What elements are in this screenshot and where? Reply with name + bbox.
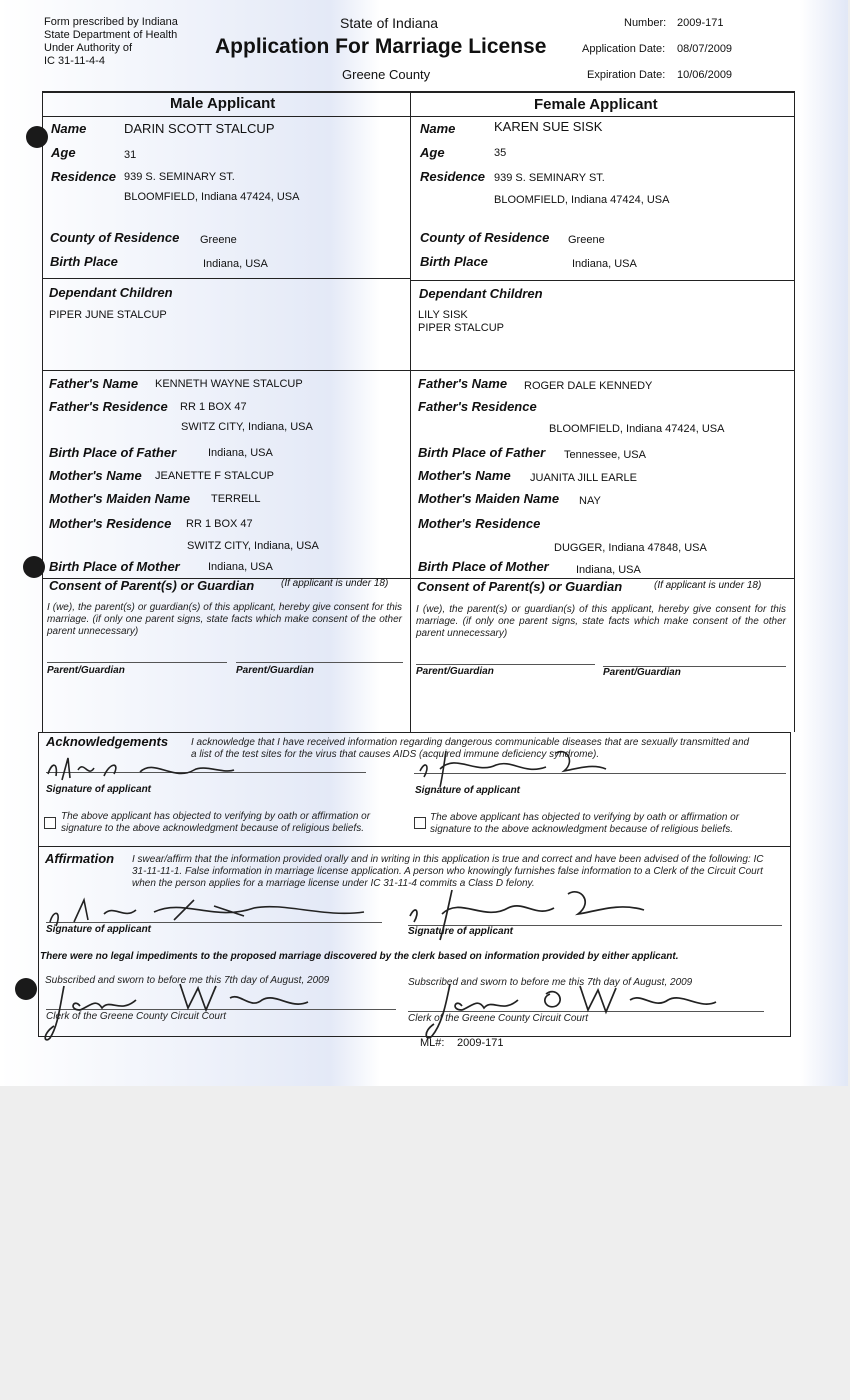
affirmation-text: I swear/affirm that the information provided orally and in writing in this application is true and correct and have been advised of the following: IC 31-11-11-1. False information in marriage license application. A person who knowingly furnishes false information to a Clerk of the Circuit Court when the person applies for a marriage license under IC 31-11-4 commits a Class D felony. <box>132 854 764 889</box>
clerk-label-left: Clerk of the Greene County Circuit Court <box>46 1011 227 1022</box>
frame-left <box>42 91 43 732</box>
parent-guardian-label: Parent/Guardian <box>236 665 314 676</box>
prescribed-line: Under Authority of <box>44 42 133 54</box>
parent-guardian-label: Parent/Guardian <box>47 665 125 676</box>
male-mother-residence-line1: RR 1 BOX 47 <box>186 518 253 530</box>
prescribed-line: IC 31-11-4-4 <box>44 55 105 67</box>
female-objection-text: The above applicant has objected to verifying by oath or affirmation or signature to the above acknowledgment because of religious beliefs. <box>430 812 740 835</box>
female-objection-checkbox[interactable] <box>414 817 426 829</box>
female-father-name: ROGER DALE KENNEDY <box>524 380 653 392</box>
female-mother-name: JUANITA JILL EARLE <box>530 472 637 484</box>
male-mother-maiden-name: TERRELL <box>211 493 261 505</box>
female-father-birth-label: Birth Place of Father <box>418 445 546 460</box>
divider <box>410 280 795 281</box>
male-county: Greene <box>200 234 237 246</box>
male-name-label: Name <box>51 121 87 136</box>
female-consent-note: (If applicant is under 18) <box>654 580 762 591</box>
male-birth-place: Indiana, USA <box>203 258 268 270</box>
female-age-label: Age <box>420 145 445 160</box>
signature-line <box>236 662 403 663</box>
male-age: 31 <box>124 149 137 161</box>
affirmation-heading: Affirmation <box>45 851 115 866</box>
male-residence-line2: BLOOMFIELD, Indiana 47424, USA <box>124 191 300 203</box>
divider <box>42 278 410 279</box>
signature-line <box>416 664 595 665</box>
male-consent-note: (If applicant is under 18) <box>281 578 389 589</box>
prescribed-line: Form prescribed by Indiana <box>44 16 178 28</box>
number-value: 2009-171 <box>677 17 724 29</box>
male-consent-heading: Consent of Parent(s) or Guardian <box>49 578 255 593</box>
male-ack-signature-label: Signature of applicant <box>46 784 152 795</box>
frame-top <box>42 91 795 93</box>
ml-number: 2009-171 <box>457 1037 504 1049</box>
male-age-label: Age <box>51 145 76 160</box>
sworn-statement-right: Subscribed and sworn to before me this 7th day of August, 2009 <box>408 977 693 988</box>
clerk-signature-left <box>40 976 330 1046</box>
female-birth-place: Indiana, USA <box>572 258 637 270</box>
female-county: Greene <box>568 234 605 246</box>
male-father-residence-line1: RR 1 BOX 47 <box>180 401 247 413</box>
female-father-residence-line2: BLOOMFIELD, Indiana 47424, USA <box>549 423 725 435</box>
female-birth-place-label: Birth Place <box>420 254 488 269</box>
male-children-label: Dependant Children <box>49 285 173 300</box>
male-father-residence-line2: SWITZ CITY, Indiana, USA <box>181 421 313 433</box>
punch-hole <box>15 978 37 1000</box>
female-mother-residence-label: Mother's Residence <box>418 516 541 531</box>
state-name: State of Indiana <box>340 15 439 31</box>
male-residence-label: Residence <box>51 169 117 184</box>
prescribed-by <box>44 16 178 68</box>
male-father-birth-label: Birth Place of Father <box>49 445 177 460</box>
clerk-signature-right <box>410 976 730 1042</box>
female-mother-name-label: Mother's Name <box>418 468 511 483</box>
female-children-label: Dependant Children <box>419 286 543 301</box>
female-father-birth-place: Tennessee, USA <box>564 449 646 461</box>
female-mother-birth-place: Indiana, USA <box>576 564 641 576</box>
divider <box>38 732 791 733</box>
form-title: Application For Marriage License <box>215 35 547 58</box>
expiration-date-label: Expiration Date: <box>587 69 666 81</box>
acknowledgements-heading: Acknowledgements <box>46 734 169 749</box>
male-father-name: KENNETH WAYNE STALCUP <box>155 378 303 390</box>
prescribed-line: State Department of Health <box>44 29 178 41</box>
male-name: DARIN SCOTT STALCUP <box>124 121 275 136</box>
number-label: Number: <box>624 17 667 29</box>
male-mother-residence-line2: SWITZ CITY, Indiana, USA <box>187 540 319 552</box>
female-child: PIPER STALCUP <box>418 322 504 334</box>
male-father-name-label: Father's Name <box>49 376 139 391</box>
male-applicant-heading: Male Applicant <box>170 95 276 112</box>
heading-divider <box>42 116 795 117</box>
frame-left-lower <box>38 732 39 1037</box>
county-name: Greene County <box>342 67 431 82</box>
male-objection-checkbox[interactable] <box>44 817 56 829</box>
female-ack-signature-label: Signature of applicant <box>415 785 521 796</box>
female-aff-signature-label: Signature of applicant <box>408 926 514 937</box>
male-aff-signature-label: Signature of applicant <box>46 924 152 935</box>
female-name-label: Name <box>420 121 456 136</box>
female-residence-label: Residence <box>420 169 486 184</box>
application-date-value: 08/07/2009 <box>677 43 733 55</box>
expiration-date-value: 10/06/2009 <box>677 69 733 81</box>
female-father-name-label: Father's Name <box>418 376 508 391</box>
female-mother-maiden-label: Mother's Maiden Name <box>418 491 560 506</box>
signature-line <box>47 662 227 663</box>
male-father-birth-place: Indiana, USA <box>208 447 273 459</box>
divider <box>38 846 791 847</box>
male-mother-birth-place: Indiana, USA <box>208 561 273 573</box>
female-mother-maiden-name: NAY <box>579 495 601 507</box>
female-applicant-heading: Female Applicant <box>534 96 658 113</box>
sworn-statement-left: Subscribed and sworn to before me this 7th day of August, 2009 <box>45 975 330 986</box>
female-consent-heading: Consent of Parent(s) or Guardian <box>417 579 623 594</box>
punch-hole <box>23 556 45 578</box>
punch-hole <box>26 126 48 148</box>
acknowledgements-text: I acknowledge that I have received information regarding dangerous communicable diseases that are sexually transmitted and a list of the test sites for the virus that causes AIDS (acquired immune deficiency syndrome). <box>191 737 750 760</box>
male-father-residence-label: Father's Residence <box>49 399 168 414</box>
male-mother-birth-label: Birth Place of Mother <box>49 559 180 574</box>
parent-guardian-label: Parent/Guardian <box>416 666 494 677</box>
application-date-label: Application Date: <box>582 43 666 55</box>
male-mother-residence-label: Mother's Residence <box>49 516 172 531</box>
male-birth-place-label: Birth Place <box>50 254 118 269</box>
female-child: LILY SISK <box>418 309 468 321</box>
female-mother-birth-label: Birth Place of Mother <box>418 559 549 574</box>
female-father-residence-label: Father's Residence <box>418 399 537 414</box>
male-mother-name-label: Mother's Name <box>49 468 142 483</box>
clerk-label-right: Clerk of the Greene County Circuit Court <box>408 1013 589 1024</box>
frame-right <box>794 91 795 732</box>
parent-guardian-label: Parent/Guardian <box>603 667 681 678</box>
male-aff-signature <box>44 892 374 932</box>
no-impediments-statement: There were no legal impediments to the proposed marriage discovered by the clerk based on information provided by either applicant. <box>40 951 679 962</box>
female-residence-line1: 939 S. SEMINARY ST. <box>494 172 605 184</box>
male-ack-signature <box>44 752 244 786</box>
divider <box>42 370 795 371</box>
male-residence-line1: 939 S. SEMINARY ST. <box>124 171 235 183</box>
male-mother-maiden-label: Mother's Maiden Name <box>49 491 191 506</box>
male-child: PIPER JUNE STALCUP <box>49 309 167 321</box>
male-consent-text: I (we), the parent(s) or guardian(s) of this applicant, hereby give consent for this marriage. (if only one parent signs, state facts which make consent of the other parent unnecessary) <box>47 602 402 637</box>
ml-label: ML#: <box>420 1037 445 1049</box>
female-ack-signature <box>416 745 616 790</box>
male-objection-text: The above applicant has objected to verifying by oath or affirmation or signature to the above acknowledgment because of religious beliefs. <box>61 811 371 834</box>
female-aff-signature <box>404 884 654 944</box>
female-residence-line2: BLOOMFIELD, Indiana 47424, USA <box>494 194 670 206</box>
female-consent-text: I (we), the parent(s) or guardian(s) of this applicant, hereby give consent for this marriage. (if only one parent signs, state facts which make consent of the other parent unnecessary) <box>416 604 786 639</box>
female-mother-residence-line2: DUGGER, Indiana 47848, USA <box>554 542 707 554</box>
male-mother-name: JEANETTE F STALCUP <box>155 470 274 482</box>
female-county-label: County of Residence <box>420 230 550 245</box>
female-age: 35 <box>494 147 507 159</box>
female-name: KAREN SUE SISK <box>494 119 603 134</box>
frame-right-lower <box>790 732 791 1037</box>
frame-middle <box>410 91 411 732</box>
male-county-label: County of Residence <box>50 230 180 245</box>
